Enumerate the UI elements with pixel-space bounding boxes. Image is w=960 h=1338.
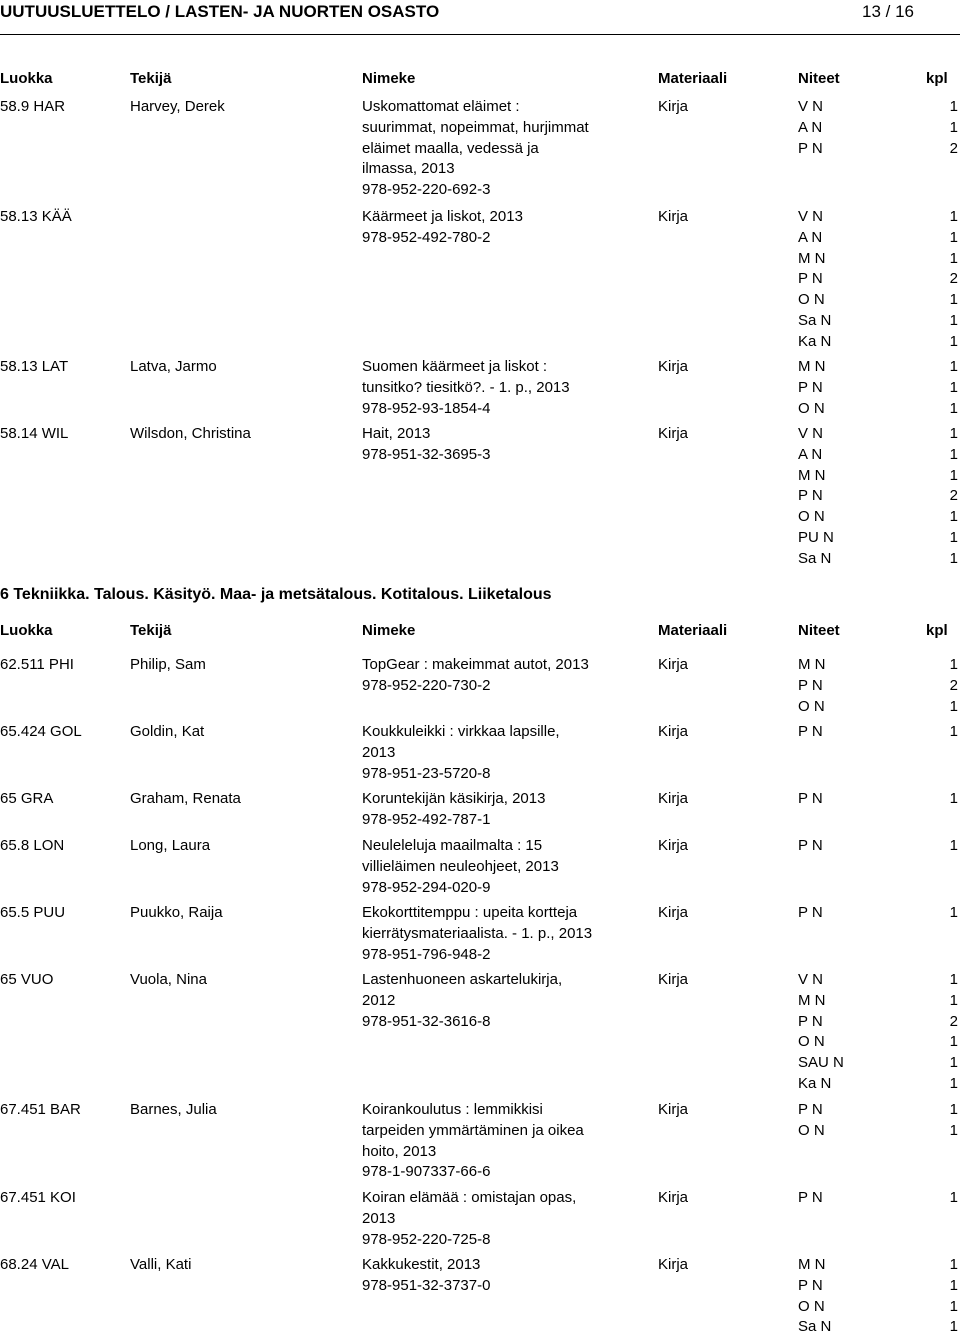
author-text: Long, Laura [130, 837, 211, 854]
title [362, 1188, 662, 1250]
copies-count-line: 1 [949, 790, 958, 807]
author [130, 903, 223, 924]
title-line: 978-952-220-692-3 [362, 181, 491, 198]
copies-location-line: P N [798, 270, 823, 288]
classification [0, 1188, 76, 1209]
author-text: Vuola, Nina [130, 971, 207, 988]
copies-location-line: Ka N [798, 1074, 832, 1092]
title-line: ilmassa, 2013 [362, 160, 455, 178]
title-line: Neuleleluja maailmalta : 15 [362, 837, 543, 854]
col-luokka: Luokka [0, 70, 53, 87]
classification-text: 58.14 WIL [0, 425, 69, 442]
copies-location-line: Ka N [798, 332, 832, 350]
copies-location-line: Sa N [798, 1318, 832, 1336]
copies-location-line: P N [798, 676, 823, 694]
copies-count-line: 1 [949, 1189, 958, 1206]
classification [0, 836, 64, 857]
copies-count [940, 1255, 958, 1338]
copies-count-line: 1 [949, 1256, 958, 1273]
copies-location [798, 97, 823, 159]
title-line: Käärmeet ja liskot, 2013 [362, 208, 523, 225]
copies-count-line: 1 [949, 208, 958, 225]
copies-location-line: A N [798, 118, 823, 136]
classification-text: 65 VUO [0, 971, 54, 988]
material [658, 1188, 688, 1209]
copies-location-line: O N [798, 697, 825, 715]
copies-location-line: PU N [798, 528, 834, 546]
copies-location-line: M N [798, 249, 826, 267]
copies-location-line: SAU N [798, 1054, 844, 1071]
title [362, 97, 662, 201]
col-tekija: Tekijä [130, 70, 172, 87]
classification-text: 62.511 PHI [0, 656, 74, 673]
copies-count-line: 1 [949, 837, 958, 854]
title-line: Koukkuleikki : virkkaa lapsille, [362, 723, 560, 740]
copies-location-line: O N [798, 291, 825, 308]
classification [0, 789, 53, 810]
title-line: 978-1-907337-66-6 [362, 1163, 491, 1181]
copies-count [940, 655, 958, 717]
col-tekija: Tekijä [130, 622, 172, 639]
title [362, 357, 662, 419]
classification [0, 903, 65, 924]
copies-count-line: 1 [949, 332, 958, 350]
classification [0, 655, 74, 676]
copies-count-line: 1 [949, 378, 958, 396]
title-line: 978-952-492-787-1 [362, 810, 491, 828]
material-text: Kirja [658, 904, 689, 921]
classification [0, 357, 68, 378]
copies-count [940, 836, 958, 857]
copies-count [940, 1188, 958, 1209]
copies-count-line: 2 [949, 139, 958, 157]
material [658, 970, 688, 991]
title-line: tunsitko? tiesitkö?. - 1. p., 2013 [362, 378, 570, 396]
copies-location-line: A N [798, 445, 823, 463]
copies-location-line: M N [798, 466, 826, 484]
copies-location-line: O N [798, 1033, 825, 1051]
author [130, 655, 206, 676]
copies-count-line: 1 [949, 971, 958, 988]
title-line: Koiran elämää : omistajan opas, [362, 1189, 577, 1206]
copies-location-line: P N [798, 1276, 823, 1294]
copies-location-line: O N [798, 399, 825, 417]
copies-count-line: 2 [949, 676, 958, 694]
title-line: 978-952-93-1854-4 [362, 399, 491, 417]
classification-text: 67.451 KOI [0, 1189, 76, 1206]
copies-location-line: V N [798, 971, 824, 988]
col-materiaali: Materiaali [658, 622, 728, 639]
copies-count-line: 1 [949, 1121, 958, 1139]
copies-count-line: 1 [949, 991, 958, 1009]
title-line: hoito, 2013 [362, 1142, 437, 1160]
copies-count-line: 1 [949, 1276, 958, 1294]
copies-location-line: P N [798, 837, 823, 854]
classification-text: 58.13 LAT [0, 358, 69, 375]
title [362, 1100, 662, 1183]
material-text: Kirja [658, 1189, 689, 1206]
copies-count-line: 1 [949, 228, 958, 246]
copies-location [798, 1100, 825, 1142]
copies-count-line: 2 [949, 1012, 958, 1030]
title [362, 424, 662, 466]
material [658, 424, 688, 445]
author [130, 1255, 191, 1276]
title [362, 655, 662, 697]
copies-count [940, 424, 958, 569]
copies-location-line: A N [798, 228, 823, 246]
material [658, 903, 688, 924]
copies-location-line: V N [798, 208, 824, 225]
copies-count-line: 1 [949, 466, 958, 484]
page-number: 13 / 16 [862, 2, 914, 21]
copies-count [940, 207, 958, 352]
title-line: Kakkukestit, 2013 [362, 1256, 481, 1273]
copies-location [798, 722, 823, 743]
col-niteet: Niteet [798, 622, 840, 639]
copies-location-line: O N [798, 1297, 825, 1315]
header-divider [0, 34, 960, 35]
copies-location-line: P N [798, 1189, 823, 1206]
title-line: Uskomattomat eläimet : [362, 98, 520, 115]
copies-location-line: P N [798, 723, 823, 740]
copies-count-line: 1 [949, 118, 958, 136]
material-text: Kirja [658, 425, 689, 442]
col-nimeke: Nimeke [362, 70, 416, 87]
copies-location-line: O N [798, 1121, 825, 1139]
copies-count-line: 1 [949, 1054, 958, 1071]
copies-count [940, 789, 958, 810]
copies-location-line: P N [798, 139, 823, 157]
copies-location-line: P N [798, 790, 823, 807]
copies-location-line: M N [798, 1256, 826, 1273]
copies-location-line: M N [798, 358, 826, 375]
col-niteet: Niteet [798, 70, 840, 87]
copies-location-line: Sa N [798, 549, 832, 567]
column-header-row [0, 70, 960, 90]
col-nimeke: Nimeke [362, 622, 416, 639]
copies-count [940, 970, 958, 1095]
copies-location [798, 207, 831, 352]
copies-location-line: P N [798, 904, 823, 921]
material [658, 1100, 688, 1121]
material-text: Kirja [658, 1101, 689, 1118]
title-line: 978-951-23-5720-8 [362, 764, 491, 782]
copies-count-line: 1 [949, 549, 958, 567]
title [362, 970, 662, 1032]
copies-location [798, 836, 823, 857]
author [130, 1100, 217, 1121]
copies-location-line: M N [798, 991, 826, 1009]
material-text: Kirja [658, 656, 689, 673]
title-line: 978-951-32-3695-3 [362, 445, 491, 463]
copies-count-line: 1 [949, 508, 958, 525]
copies-count-line: 1 [949, 656, 958, 673]
copies-count-line: 1 [949, 1318, 958, 1336]
col-materiaali: Materiaali [658, 70, 728, 87]
author-text: Barnes, Julia [130, 1101, 217, 1118]
classification [0, 1255, 69, 1276]
copies-count-line: 1 [949, 1074, 958, 1092]
author-text: Goldin, Kat [130, 723, 205, 740]
copies-count-line: 1 [949, 723, 958, 740]
author-text: Graham, Renata [130, 790, 241, 807]
material-text: Kirja [658, 208, 689, 225]
author-text: Wilsdon, Christina [130, 425, 251, 442]
copies-location [798, 1255, 831, 1338]
material [658, 722, 688, 743]
title [362, 836, 662, 898]
classification [0, 97, 65, 118]
classification-text: 65 GRA [0, 790, 54, 807]
copies-count-line: 1 [949, 1297, 958, 1315]
copies-count-line: 1 [949, 904, 958, 921]
author [130, 357, 217, 378]
copies-count-line: 2 [949, 487, 958, 505]
title-line: tarpeiden ymmärtäminen ja oikea [362, 1121, 584, 1139]
copies-location-line: V N [798, 98, 824, 115]
title-line: Hait, 2013 [362, 425, 431, 442]
material-text: Kirja [658, 98, 689, 115]
title-line: Lastenhuoneen askartelukirja, [362, 971, 563, 988]
copies-count-line: 1 [949, 311, 958, 329]
section-heading: 6 Tekniikka. Talous. Käsityö. Maa- ja metsätalous. Kotitalous. Liiketalous [0, 586, 552, 603]
classification-text: 65.8 LON [0, 837, 65, 854]
title [362, 1255, 662, 1297]
copies-location [798, 357, 826, 419]
title-line: Koirankoulutus : lemmikkisi [362, 1101, 543, 1118]
copies-count [940, 1100, 958, 1142]
classification [0, 1100, 81, 1121]
author [130, 836, 210, 857]
material-text: Kirja [658, 971, 689, 988]
title-line: 978-952-294-020-9 [362, 878, 491, 896]
copies-count-line: 1 [949, 98, 958, 115]
column-header-row [0, 622, 960, 642]
classification-text: 65.424 GOL [0, 723, 82, 740]
author [130, 722, 204, 743]
copies-location [798, 970, 844, 1095]
title [362, 789, 662, 831]
author [130, 789, 241, 810]
copies-location [798, 424, 834, 569]
material [658, 836, 688, 857]
copies-count-line: 1 [949, 1101, 958, 1118]
col-kpl: kpl [926, 70, 948, 87]
copies-count-line: 1 [949, 399, 958, 417]
copies-count-line: 1 [949, 697, 958, 715]
title-line: Koruntekijän käsikirja, 2013 [362, 790, 546, 807]
copies-count-line: 2 [949, 270, 958, 288]
title [362, 207, 662, 249]
material-text: Kirja [658, 358, 689, 375]
author-text: Valli, Kati [130, 1256, 192, 1273]
title-line: suurimmat, nopeimmat, hurjimmat [362, 118, 589, 136]
title-line: 978-951-796-948-2 [362, 945, 491, 963]
title-line: 2013 [362, 743, 396, 761]
copies-count-line: 1 [949, 1033, 958, 1051]
title-line: 978-952-220-725-8 [362, 1230, 491, 1248]
author [130, 424, 251, 445]
copies-count-line: 1 [949, 291, 958, 308]
title-line: Suomen käärmeet ja liskot : [362, 358, 548, 375]
material-text: Kirja [658, 723, 689, 740]
copies-count [940, 97, 958, 159]
col-luokka: Luokka [0, 622, 53, 639]
classification [0, 722, 82, 743]
copies-count-line: 1 [949, 249, 958, 267]
material [658, 789, 688, 810]
copies-location-line: M N [798, 656, 826, 673]
copies-location-line: O N [798, 508, 825, 525]
classification-text: 58.13 KÄÄ [0, 208, 72, 225]
copies-location [798, 655, 826, 717]
author [130, 97, 225, 118]
author-text: Philip, Sam [130, 656, 206, 673]
material [658, 97, 688, 118]
classification [0, 424, 68, 445]
title-line: TopGear : makeimmat autot, 2013 [362, 656, 589, 673]
copies-count-line: 1 [949, 425, 958, 442]
material-text: Kirja [658, 790, 689, 807]
copies-location-line: V N [798, 425, 824, 442]
material [658, 207, 688, 228]
material-text: Kirja [658, 837, 689, 854]
title-line: eläimet maalla, vedessä ja [362, 139, 539, 157]
title-line: villieläimen neuleohjeet, 2013 [362, 857, 559, 875]
title-line: Ekokorttitemppu : upeita kortteja [362, 904, 578, 921]
title-line: 978-951-32-3737-0 [362, 1276, 491, 1294]
material [658, 1255, 688, 1276]
copies-count [940, 903, 958, 924]
copies-location-line: P N [798, 487, 823, 505]
classification [0, 207, 72, 228]
classification-text: 68.24 VAL [0, 1256, 69, 1273]
classification [0, 970, 53, 991]
title-line: 2013 [362, 1209, 396, 1227]
copies-location [798, 1188, 823, 1209]
classification-text: 67.451 BAR [0, 1101, 81, 1118]
col-kpl: kpl [926, 622, 948, 639]
material [658, 357, 688, 378]
copies-location [798, 789, 823, 810]
copies-location [798, 903, 823, 924]
title-line: 978-952-220-730-2 [362, 676, 491, 694]
title-line: 978-952-492-780-2 [362, 228, 491, 246]
copies-count [940, 357, 958, 419]
copies-location-line: P N [798, 378, 823, 396]
title [362, 903, 662, 965]
author-text: Latva, Jarmo [130, 358, 217, 375]
author-text: Puukko, Raija [130, 904, 223, 921]
material-text: Kirja [658, 1256, 689, 1273]
copies-count-line: 1 [949, 528, 958, 546]
title-line: kierrätysmateriaalista. - 1. p., 2013 [362, 924, 593, 942]
title [362, 722, 662, 784]
author [130, 970, 207, 991]
classification-text: 58.9 HAR [0, 98, 66, 115]
page-title: UUTUUSLUETTELO / LASTEN- JA NUORTEN OSASTO [0, 2, 440, 21]
copies-count-line: 1 [949, 358, 958, 375]
copies-count-line: 1 [949, 445, 958, 463]
copies-location-line: Sa N [798, 311, 832, 329]
copies-location-line: P N [798, 1101, 823, 1118]
copies-location-line: P N [798, 1012, 823, 1030]
material [658, 655, 688, 676]
author-text: Harvey, Derek [130, 98, 225, 115]
title-line: 2012 [362, 991, 396, 1009]
copies-count [940, 722, 958, 743]
title-line: 978-951-32-3616-8 [362, 1012, 491, 1030]
classification-text: 65.5 PUU [0, 904, 66, 921]
